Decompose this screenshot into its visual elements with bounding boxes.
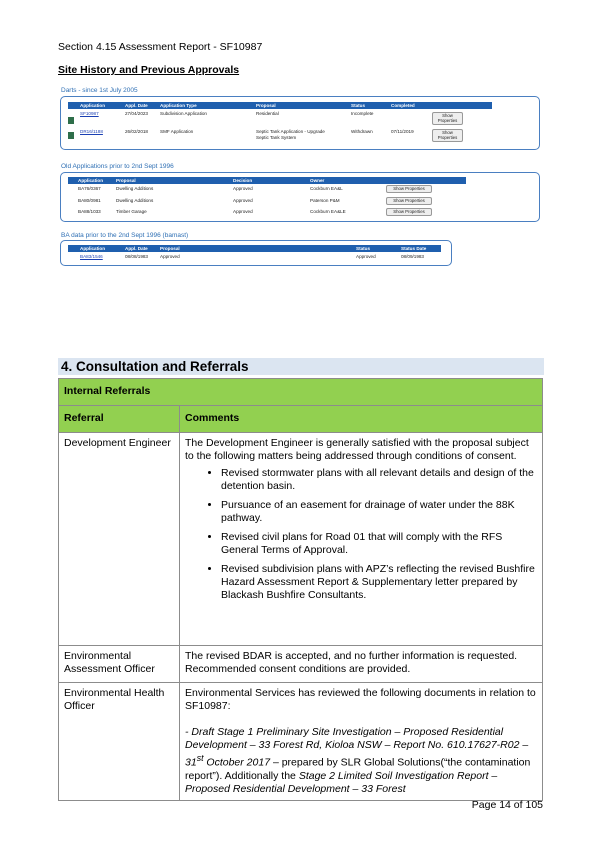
old-apps-panel xyxy=(60,172,540,222)
show-properties-button[interactable]: Show Properties xyxy=(386,197,432,205)
decision: Approved xyxy=(233,186,253,191)
proposal: Dwelling Additions xyxy=(116,198,154,203)
table-row xyxy=(59,406,543,433)
page-header: Section 4.15 Assessment Report - SF10987 xyxy=(58,41,263,53)
section-heading xyxy=(58,358,544,375)
table-row xyxy=(68,185,528,195)
list-item: • Revised subdivision plans with APZ’s reflecting the revised Bushfire Hazard Assessment Report & Supplementary letter prepared by Blackash Bushfire Consultants. xyxy=(221,563,537,602)
col-appl-date: Appl. Date xyxy=(125,246,148,251)
table-row xyxy=(59,683,543,801)
table-row xyxy=(68,111,528,129)
comment-intro: The Development Engineer is generally satisfied with the proposal subject to the following matters being addressed through conditions of consent. xyxy=(185,437,529,462)
owner: Cockburn EA&L xyxy=(310,186,343,191)
darts-title: Darts - since 1st July 2005 xyxy=(61,87,138,94)
internal-referrals-header: Internal Referrals xyxy=(59,379,543,406)
application: BA76/0367 xyxy=(78,186,101,191)
referral-name: Development Engineer xyxy=(59,433,180,646)
table-row xyxy=(68,253,448,261)
darts-header-row xyxy=(68,102,492,109)
proposal: Residential xyxy=(256,111,279,116)
application-type: Subdivision Application xyxy=(160,111,207,116)
status: Incomplete xyxy=(351,111,374,116)
status: Withdrawn xyxy=(351,129,373,134)
table-row xyxy=(59,379,543,406)
referral-col-header: Referral xyxy=(59,406,180,433)
referrals-table xyxy=(58,378,543,801)
site-history-heading: Site History and Previous Approvals xyxy=(58,64,240,76)
col-application: Application xyxy=(80,246,106,251)
status: Approved xyxy=(356,254,376,259)
list-item: • Revised stormwater plans with all relevant details and design of the detention basin. xyxy=(221,467,537,493)
col-appl-date: Appl. Date xyxy=(125,103,148,108)
ba-data-panel xyxy=(60,240,452,266)
show-properties-button[interactable]: Show Properties xyxy=(432,112,463,125)
proposal-line2: Septic Tank System xyxy=(256,135,297,140)
application-icon xyxy=(68,132,74,139)
owner: Paterson P&M xyxy=(310,198,340,203)
col-status: Status xyxy=(356,246,371,251)
application: BA88/1033 xyxy=(78,209,101,214)
document-reference: - Draft Stage 1 Preliminary Site Investigation – Proposed Residential Development – 33 Forest Rd, Kioloa NSW – Report No. 610.17627-R02 – 31st October 2017 – prepared by SLR Global Solutions(“the contamination report”). Additionally the Stage 2 Limited Soil Investigation Report – Proposed Residential Development – 33 Forest xyxy=(185,726,531,795)
col-application: Application xyxy=(78,178,104,183)
ba-header-row xyxy=(68,245,441,252)
referral-name: Environmental Assessment Officer xyxy=(59,646,180,683)
table-row xyxy=(68,128,528,146)
application-link[interactable]: DR16/1188 xyxy=(80,129,103,134)
owner: Cockburn EA&LE xyxy=(310,209,346,214)
col-application: Application xyxy=(80,103,106,108)
table-row xyxy=(68,208,528,218)
appl-date: 26/02/2018 xyxy=(125,129,148,134)
table-row xyxy=(68,197,528,207)
status-date: 08/09/1983 xyxy=(401,254,424,259)
old-apps-title: Old Applications prior to 2nd Sept 1996 xyxy=(61,163,174,170)
application-icon xyxy=(68,117,74,124)
ba-data-title: BA data prior to the 2nd Sept 1996 (bamast) xyxy=(61,232,189,239)
appl-date: 27/04/2023 xyxy=(125,111,148,116)
decision: Approved xyxy=(233,198,253,203)
show-properties-button[interactable]: Show Properties xyxy=(386,208,432,216)
col-completed: Completed xyxy=(391,103,415,108)
col-proposal: Proposal xyxy=(160,246,180,251)
application-link[interactable]: BA83/1546 xyxy=(80,254,103,259)
comment-intro: Environmental Services has reviewed the following documents in relation to SF10987: xyxy=(185,687,536,712)
application-link[interactable]: SF10987 xyxy=(80,111,99,116)
section-title: 4. Consultation and Referrals xyxy=(61,359,249,374)
col-application-type: Application Type xyxy=(160,103,197,108)
page-number: Page 14 of 105 xyxy=(471,799,543,811)
old-apps-header-row xyxy=(68,177,466,184)
table-row xyxy=(59,646,543,683)
show-properties-button[interactable]: Show Properties xyxy=(386,185,432,193)
decision: Approved xyxy=(233,209,253,214)
table-row xyxy=(59,433,543,646)
proposal: Timber Garage xyxy=(116,209,147,214)
list-item: • Pursuance of an easement for drainage of water under the 88K pathway. xyxy=(221,499,537,525)
referral-comment xyxy=(180,683,543,801)
proposal: Dwelling Additions xyxy=(116,186,154,191)
darts-panel xyxy=(60,96,540,150)
show-properties-button[interactable]: Show Properties xyxy=(432,129,463,142)
list-item: • Revised civil plans for Road 01 that will comply with the RFS General Terms of Approval. xyxy=(221,531,537,557)
col-status-date: Status Date xyxy=(401,246,427,251)
referral-name: Environmental Health Officer xyxy=(59,683,180,801)
comments-col-header: Comments xyxy=(180,406,543,433)
col-decision: Decision xyxy=(233,178,253,183)
proposal: Septic Tank Application - Upgrade xyxy=(256,129,325,134)
col-owner: Owner xyxy=(310,178,325,183)
appl-date: 08/08/1983 xyxy=(125,254,148,259)
application-type: SMF Application xyxy=(160,129,194,134)
comment-bullets xyxy=(185,467,537,602)
application: BA80/0981 xyxy=(78,198,101,203)
referral-comment xyxy=(180,433,543,646)
col-proposal: Proposal xyxy=(256,103,276,108)
col-proposal: Proposal xyxy=(116,178,136,183)
col-status: Status xyxy=(351,103,366,108)
completed-date: 07/11/2019 xyxy=(391,129,414,134)
referral-comment: The revised BDAR is accepted, and no further information is requested. Recommended consent conditions are provided. xyxy=(180,646,543,683)
proposal: Approved xyxy=(160,254,180,259)
